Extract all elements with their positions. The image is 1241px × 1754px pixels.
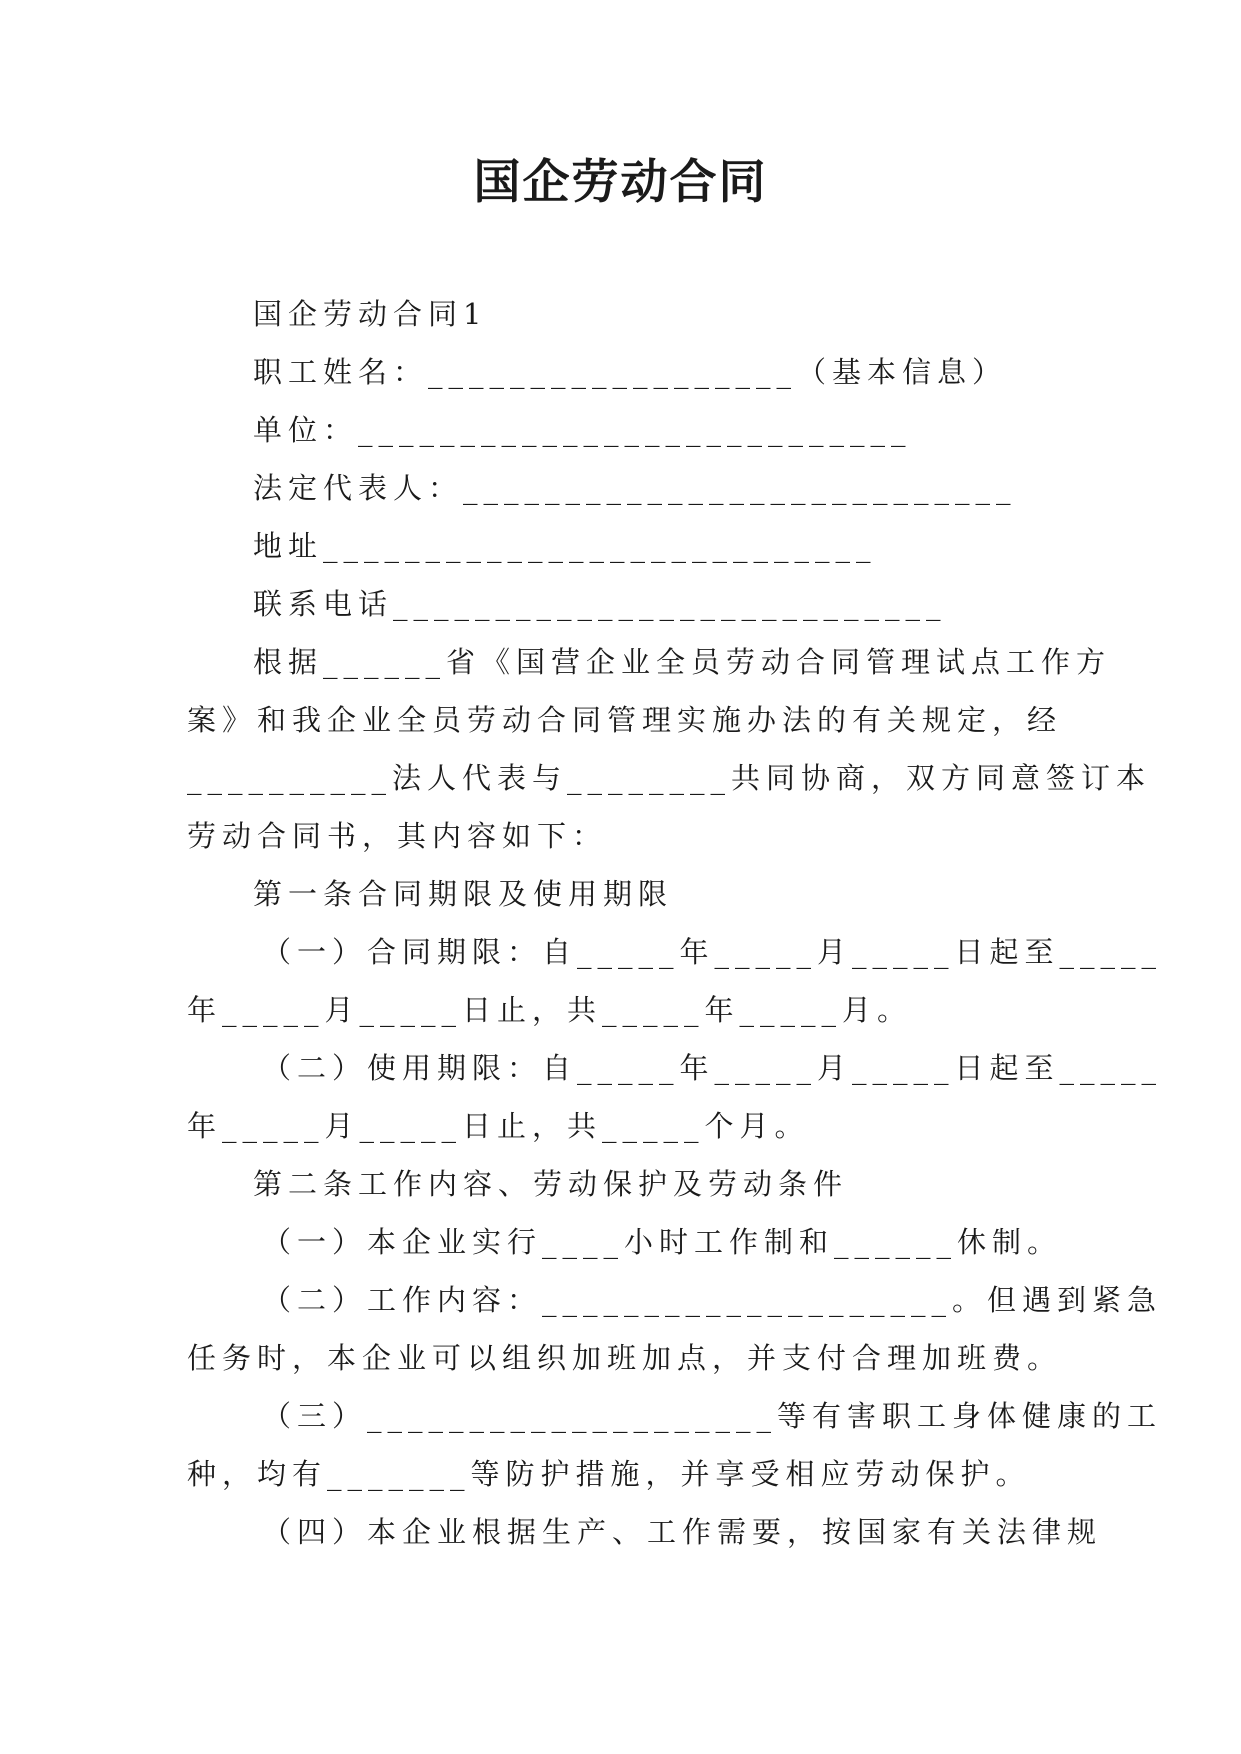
- clause-line: （二）工作内容：____________________。但遇到紧急: [262, 1283, 1163, 1317]
- paragraph-line: 案》和我企业全员劳动合同管理实施办法的有关规定，经: [187, 703, 1063, 737]
- clause-line: （二）使用期限：自_____年_____月_____日起至_____: [262, 1051, 1163, 1085]
- article-heading: 第一条合同期限及使用期限: [253, 877, 674, 911]
- employer-unit-line: 单位：___________________________: [253, 413, 912, 447]
- clause-line: （四）本企业根据生产、工作需要，按国家有关法律规: [262, 1515, 1103, 1549]
- paragraph-line: __________法人代表与________共同协商，双方同意签订本: [187, 761, 1152, 795]
- clause-line: 年_____月_____日止，共_____年_____月。: [187, 993, 913, 1027]
- clause-line: （三）____________________等有害职工身体健康的工: [262, 1399, 1163, 1433]
- employee-name-line: 职工姓名：__________________（基本信息）: [253, 355, 1008, 389]
- phone-line: 联系电话___________________________: [253, 587, 947, 621]
- clause-line: 任务时，本企业可以组织加班加点，并支付合理加班费。: [187, 1341, 1063, 1375]
- clause-line: （一）合同期限：自_____年_____月_____日起至_____: [262, 935, 1163, 969]
- document-body: [187, 285, 1163, 1561]
- clause-line: 年_____月_____日止，共_____个月。: [187, 1109, 810, 1143]
- section-heading: 国企劳动合同1: [253, 297, 488, 331]
- document-title: 国企劳动合同: [473, 155, 768, 210]
- clause-line: （一）本企业实行____小时工作制和______休制。: [262, 1225, 1063, 1259]
- paragraph-line: 劳动合同书，其内容如下：: [187, 819, 608, 853]
- article-heading: 第二条工作内容、劳动保护及劳动条件: [253, 1167, 849, 1201]
- address-line: 地址___________________________: [253, 529, 877, 563]
- paragraph-line: 根据______省《国营企业全员劳动合同管理试点工作方: [253, 645, 1112, 679]
- clause-line: 种，均有_______等防护措施，并享受相应劳动保护。: [187, 1457, 1031, 1491]
- legal-representative-line: 法定代表人：___________________________: [253, 471, 1017, 505]
